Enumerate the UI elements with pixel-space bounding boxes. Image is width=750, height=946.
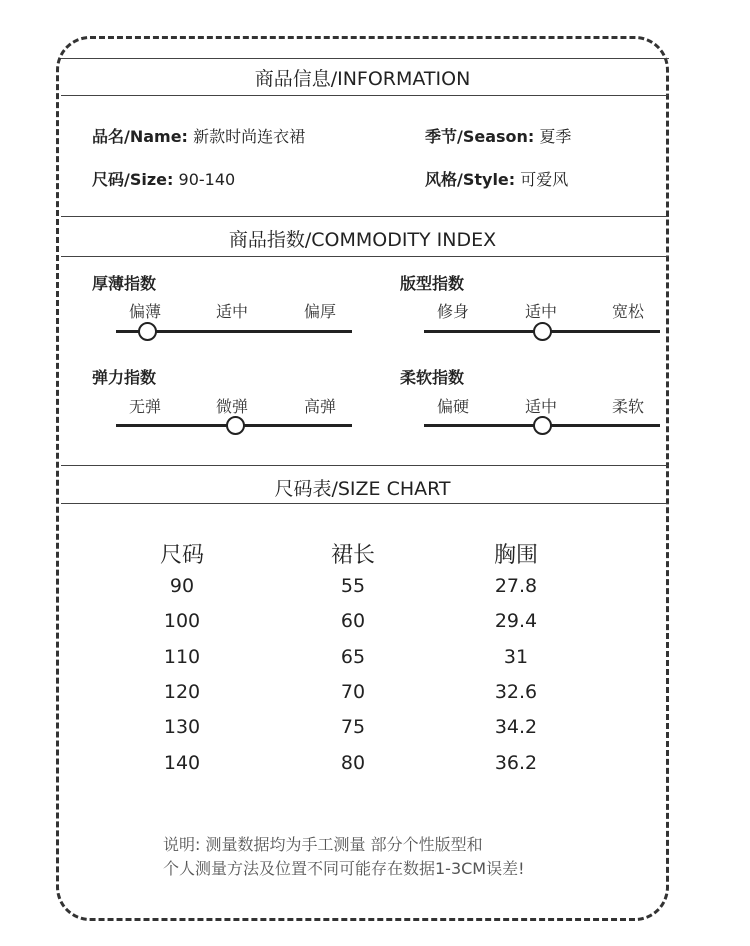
information-title: 商品信息/INFORMATION bbox=[254, 68, 471, 90]
style-row bbox=[425, 167, 568, 190]
size-row bbox=[92, 167, 235, 190]
index-level-label: 高弹 bbox=[303, 397, 336, 416]
column-header: 裙长 bbox=[330, 543, 375, 568]
divider-index bbox=[61, 256, 669, 257]
index-level-label: 适中 bbox=[524, 397, 557, 416]
table-cell: 32.6 bbox=[494, 680, 538, 703]
table-cell: 140 bbox=[163, 751, 201, 774]
index-slider-knob bbox=[533, 322, 552, 341]
index-level-label: 偏硬 bbox=[436, 397, 469, 416]
index-title: 厚薄指数 bbox=[92, 274, 157, 293]
table-cell: 36.2 bbox=[494, 751, 538, 774]
style-value: 可爱风 bbox=[520, 170, 569, 189]
table-cell: 70 bbox=[340, 680, 366, 703]
index-level-label: 偏厚 bbox=[303, 302, 336, 321]
name-value: 新款时尚连衣裙 bbox=[193, 127, 306, 146]
size-value: 90-140 bbox=[178, 170, 236, 189]
index-title: 柔软指数 bbox=[400, 368, 465, 387]
table-cell: 27.8 bbox=[494, 575, 538, 597]
divider-top bbox=[61, 58, 669, 59]
style-label: 风格/Style: bbox=[425, 170, 516, 189]
season-row bbox=[425, 124, 571, 147]
note-line-1: 说明: 测量数据均为手工测量 部分个性版型和 bbox=[163, 835, 483, 854]
table-cell: 29.4 bbox=[494, 610, 538, 633]
table-cell: 60 bbox=[340, 610, 366, 633]
table-cell: 120 bbox=[163, 680, 201, 703]
index-level-label: 偏薄 bbox=[128, 302, 161, 321]
name-label: 品名/Name: bbox=[92, 127, 188, 146]
note-line-2: 个人测量方法及位置不同可能存在数据1-3CM误差! bbox=[163, 859, 525, 878]
divider-chart bbox=[61, 503, 669, 504]
season-label: 季节/Season: bbox=[425, 127, 535, 146]
table-cell: 65 bbox=[340, 645, 366, 668]
table-cell: 130 bbox=[163, 716, 201, 739]
season-value: 夏季 bbox=[539, 127, 572, 146]
table-cell: 90 bbox=[169, 575, 195, 597]
name-row bbox=[92, 124, 305, 147]
size-label: 尺码/Size: bbox=[92, 170, 174, 189]
index-level-label: 柔软 bbox=[611, 397, 644, 416]
table-cell: 100 bbox=[163, 610, 201, 633]
table-cell: 31 bbox=[503, 645, 529, 668]
column-header: 尺码 bbox=[159, 543, 204, 568]
table-cell: 75 bbox=[340, 716, 366, 739]
index-level-label: 宽松 bbox=[611, 302, 644, 321]
commodity-index-title: 商品指数/COMMODITY INDEX bbox=[228, 229, 497, 251]
index-title: 版型指数 bbox=[400, 274, 465, 293]
column-header: 胸围 bbox=[493, 543, 538, 568]
index-slider-knob bbox=[226, 416, 245, 435]
table-cell: 110 bbox=[163, 645, 201, 668]
index-level-label: 适中 bbox=[524, 302, 557, 321]
index-level-label: 适中 bbox=[215, 302, 248, 321]
divider-chart-top bbox=[61, 465, 669, 466]
divider-index-top bbox=[61, 216, 669, 217]
index-slider-knob bbox=[533, 416, 552, 435]
index-level-label: 修身 bbox=[436, 302, 469, 321]
index-title: 弹力指数 bbox=[92, 368, 157, 387]
size-chart-title: 尺码表/SIZE CHART bbox=[274, 478, 451, 500]
index-level-label: 无弹 bbox=[128, 397, 161, 416]
table-cell: 34.2 bbox=[494, 716, 538, 739]
index-slider-knob bbox=[138, 322, 157, 341]
table-cell: 80 bbox=[340, 751, 366, 774]
table-cell: 55 bbox=[340, 575, 366, 597]
index-level-label: 微弹 bbox=[215, 397, 248, 416]
divider-info bbox=[61, 95, 669, 96]
